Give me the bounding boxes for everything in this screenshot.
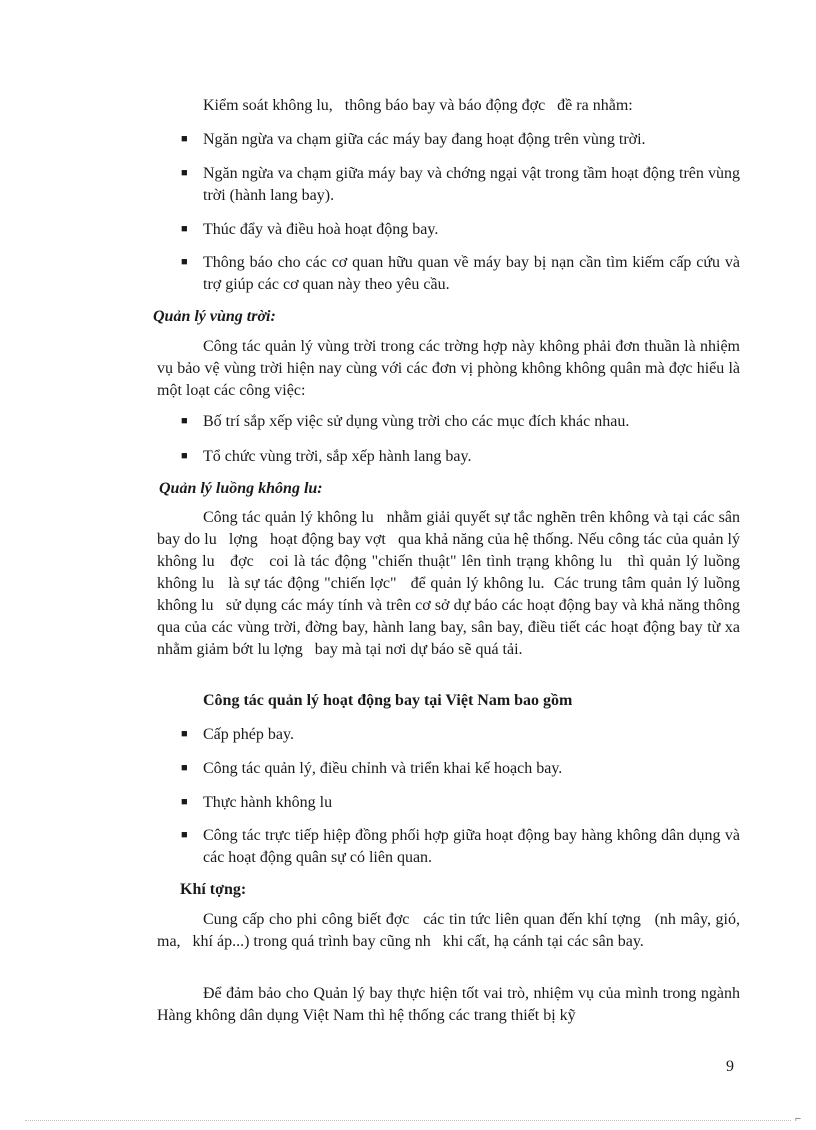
- list-item: Công tác quản lý, điều chỉnh và triển khai kế hoạch bay.: [203, 760, 563, 777]
- airspace-paragraph: Công tác quản lý vùng trời trong các trờng hợp này không phải đơn thuần là nhiệm vụ bảo vệ vùng trời hiện nay cùng với các đơn vị phòng không không quân mà đợc hiểu là một loạt các công việc:: [157, 338, 740, 399]
- bullet-icon: ■: [181, 415, 188, 427]
- bullet-icon: ■: [181, 762, 188, 774]
- flow-paragraph: Công tác quản lý không lu nhằm giải quyết sự tắc nghẽn trên không và tại các sân bay do lu lợng hoạt động bay vợt qua khả năng của hệ thống. Nếu công tác của quản lý không lu đợc coi là tác động "chiến thuật" lên tình trạng không lu thì quản lý luồng không lu là sự tác động "chiến lợc" để quản lý không lu. Các trung tâm quản lý luồng không lu sử dụng các máy tính và trên cơ sở dự báo các hoạt động bay và khả năng thông qua của các vùng trời, đờng bay, hành lang bay, sân bay, điều tiết các hoạt động bay từ xa nhằm giảm bớt lu lợng bay mà tại nơi dự báo sẽ quá tải.: [157, 509, 744, 658]
- bullet-icon: ■: [181, 829, 188, 841]
- closing-paragraph: Để đảm bảo cho Quản lý bay thực hiện tốt vai trò, nhiệm vụ của mình trong ngành Hàng không dân dụng Việt Nam thì hệ thống các trang thiết bị kỹ: [157, 985, 740, 1024]
- list-item: Thúc đẩy và điều hoà hoạt động bay.: [203, 221, 439, 238]
- page-number: 9: [726, 1058, 734, 1075]
- list-item: Thực hành không lu: [203, 794, 333, 811]
- list-item: Thông báo cho các cơ quan hữu quan về máy bay bị nạn cần tìm kiếm cấp cứu và trợ giúp các cơ quan này theo yêu cầu.: [203, 254, 740, 293]
- section-heading-flow: Quản lý luồng không lu:: [159, 480, 323, 497]
- intro-line: Kiểm soát không lu, thông báo bay và báo động đợc đề ra nhằm:: [203, 97, 633, 114]
- section-heading-vietnam: Công tác quản lý hoạt động bay tại Việt Nam bao gồm: [203, 692, 573, 709]
- bullet-icon: ■: [181, 796, 188, 808]
- bullet-icon: ■: [181, 450, 188, 462]
- bullet-icon: ■: [181, 223, 188, 235]
- corner-mark-icon: ⌐: [795, 1113, 802, 1125]
- bullet-icon: ■: [181, 256, 188, 268]
- bullet-icon: ■: [181, 167, 188, 179]
- weather-paragraph: Cung cấp cho phi công biết đợc các tin tức liên quan đến khí tợng (nh mây, gió, ma, khí áp...) trong quá trình bay cũng nh khi cất, hạ cánh tại các sân bay.: [157, 911, 744, 950]
- list-item: Tổ chức vùng trời, sắp xếp hành lang bay.: [203, 448, 472, 465]
- section-heading-airspace: Quản lý vùng trời:: [153, 308, 276, 325]
- list-item: Công tác trực tiếp hiệp đồng phối hợp giữa hoạt động bay hàng không dân dụng và các hoạt động quân sự có liên quan.: [203, 827, 740, 866]
- section-heading-weather: Khí tợng:: [180, 881, 247, 898]
- bullet-icon: ■: [181, 133, 188, 145]
- page-bottom-divider: [25, 1120, 791, 1121]
- list-item: Ngăn ngừa va chạm giữa máy bay và chớng ngại vật trong tầm hoạt động trên vùng trời (hành lang bay).: [203, 165, 740, 204]
- list-item: Cấp phép bay.: [203, 726, 294, 743]
- list-item: Ngăn ngừa va chạm giữa các máy bay đang hoạt động trên vùng trời.: [203, 131, 646, 148]
- bullet-icon: ■: [181, 728, 188, 740]
- list-item: Bố trí sắp xếp việc sử dụng vùng trời cho các mục đích khác nhau.: [203, 413, 630, 430]
